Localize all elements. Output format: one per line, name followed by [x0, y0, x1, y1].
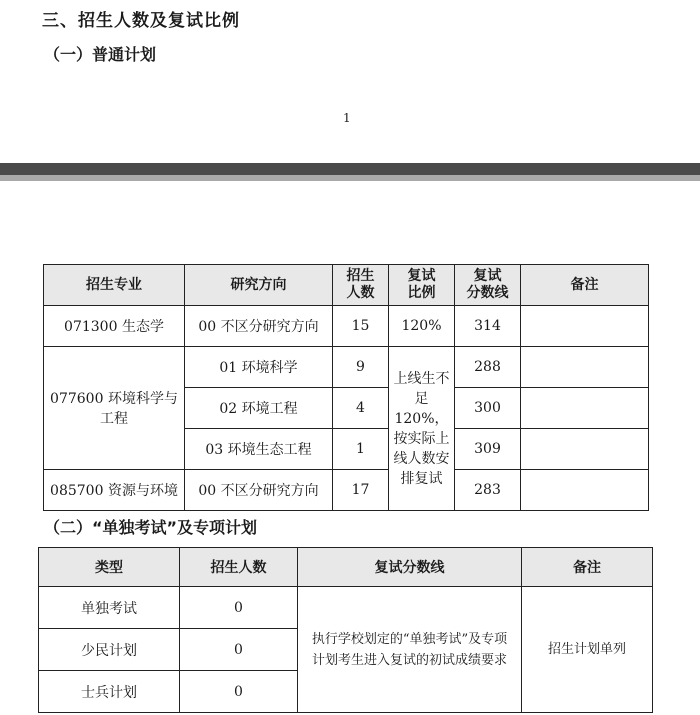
header-score-line: 复试分数线	[298, 548, 522, 587]
cell-direction: 03 环境生态工程	[185, 429, 333, 470]
cell-quota: 1	[333, 429, 389, 470]
table-row	[44, 470, 649, 511]
cell-remark	[521, 470, 649, 511]
header-quota: 招生人数	[180, 548, 298, 587]
subsection-heading-special-plan: （二）“单独考试”及专项计划	[44, 518, 258, 537]
cell-score: 314	[455, 306, 521, 347]
header-remark: 备注	[521, 265, 649, 306]
header-major: 招生专业	[44, 265, 185, 306]
cell-score: 283	[455, 470, 521, 511]
cell-remark	[521, 306, 649, 347]
header-direction: 研究方向	[185, 265, 333, 306]
cell-quota: 0	[180, 671, 298, 713]
special-plan-table	[38, 547, 653, 713]
page-break-divider	[0, 163, 700, 175]
cell-direction: 00 不区分研究方向	[185, 306, 333, 347]
header-score-line: 复试 分数线	[455, 265, 521, 306]
cell-score-line-note: 执行学校划定的“单独考试”及专项计划考生进入复试的初试成绩要求	[298, 587, 522, 713]
header-type: 类型	[39, 548, 180, 587]
cell-score: 288	[455, 347, 521, 388]
header-ratio: 复试 比例	[389, 265, 455, 306]
section-heading: 三、招生人数及复试比例	[42, 11, 240, 31]
cell-major: 071300 生态学	[44, 306, 185, 347]
cell-ratio: 120%	[389, 306, 455, 347]
page-number: 1	[343, 111, 351, 125]
cell-remark	[521, 429, 649, 470]
header-quota: 招生 人数	[333, 265, 389, 306]
table-header-row	[39, 548, 653, 587]
cell-quota: 4	[333, 388, 389, 429]
general-plan-table	[43, 264, 649, 511]
cell-quota: 0	[180, 629, 298, 671]
cell-type: 士兵计划	[39, 671, 180, 713]
cell-quota: 0	[180, 587, 298, 629]
cell-quota: 17	[333, 470, 389, 511]
cell-score: 309	[455, 429, 521, 470]
subsection-heading-general-plan: （一）普通计划	[44, 45, 157, 64]
cell-remark-note: 招生计划单列	[522, 587, 653, 713]
table-row	[44, 347, 649, 388]
cell-direction: 02 环境工程	[185, 388, 333, 429]
cell-major: 085700 资源与环境	[44, 470, 185, 511]
cell-major: 077600 环境科学与工程	[44, 347, 185, 470]
cell-remark	[521, 347, 649, 388]
table-row	[44, 306, 649, 347]
cell-quota: 15	[333, 306, 389, 347]
cell-score: 300	[455, 388, 521, 429]
table-row	[39, 587, 653, 629]
cell-quota: 9	[333, 347, 389, 388]
cell-remark	[521, 388, 649, 429]
table-header-row	[44, 265, 649, 306]
cell-direction: 01 环境科学	[185, 347, 333, 388]
header-remark: 备注	[522, 548, 653, 587]
cell-type: 少民计划	[39, 629, 180, 671]
cell-type: 单独考试	[39, 587, 180, 629]
cell-direction: 00 不区分研究方向	[185, 470, 333, 511]
cell-ratio-note: 上线生不足120%，按实际上线人数安排复试	[389, 347, 455, 511]
